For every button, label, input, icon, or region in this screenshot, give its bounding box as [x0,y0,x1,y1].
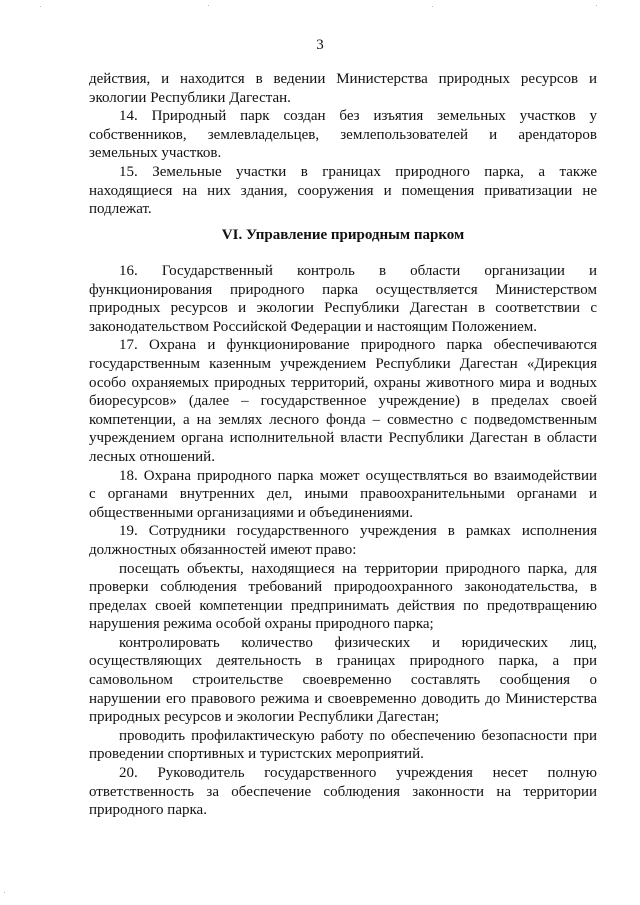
paragraph-16 [89,262,597,336]
text-line: проведении спортивных и туристских мероприятий. [89,746,424,763]
text-line: 20. Руководитель государственного учреждения несет полную [119,765,597,782]
page-number: 3 [316,37,324,53]
text-line: особо охраняемых природных территорий, охраны животного мира и водных [89,374,597,391]
text-line: с органами внутренних дел, иными правоохранительными органами и [89,486,597,503]
paragraph-18 [89,467,597,523]
paragraph-19-item-visit [89,560,597,634]
text-line: 16. Государственный контроль в области организации и [119,263,597,279]
text-line: учреждением органа исполнительной власти Республики Дагестан в области [89,430,597,447]
text-line: земельных участков. [89,145,222,162]
text-line: действия, и находится в ведении Министерства природных ресурсов и [89,71,597,87]
text-line: лесных отношений. [89,448,215,465]
text-line: находящиеся на них здания, сооружения и помещения приватизации не [89,182,597,199]
paragraph-19-item-prevention [89,727,597,764]
text-line: экологии Республики Дагестан. [89,89,291,106]
text-line: пределах своей компетенции предпринимать действия по предотвращению [89,597,597,614]
paragraph-15 [89,163,597,219]
text-line: природных ресурсов и экологии Республики Дагестан в соответствии с [89,300,597,317]
paragraph-14 [89,107,597,163]
text-line: 18. Охрана природного парка может осуществляться во взаимодействии [119,467,597,484]
text-line: компетенции, а на землях лесного фонда – совместно с подведомственным [89,411,597,428]
text-line: природного парка. [89,802,207,819]
body-text-top [89,70,597,219]
text-line: контролировать количество физических и юридических лиц, [119,634,597,651]
text-line: должностных обязанностей имеют право: [89,541,357,558]
text-line: самовольном строительстве своевременно составлять сообщения о [89,672,597,689]
text-line: ответственность за обеспечение соблюдения законности на территории [89,783,597,800]
text-line: 15. Земельные участки в границах природного парка, а также [119,163,597,180]
section-heading-block [89,226,597,245]
body-text-section [89,262,597,820]
text-line: собственников, землевладельцев, землепользователей и арендаторов [89,126,597,143]
text-line: общественными организациями и объединениями. [89,504,413,521]
text-line: 17. Охрана и функционирование природного парка обеспечиваются [119,337,597,354]
text-line: 19. Сотрудники государственного учреждения в рамках исполнения [119,523,597,540]
text-line: осуществляющих деятельность в границах природного парка, а при [89,653,597,670]
scan-speck [596,5,597,6]
paragraph-20 [89,764,597,820]
text-line: нарушения режима особой охраны природного парка; [89,616,434,633]
text-line: 14. Природный парк создан без изъятия земельных участков у [119,108,597,125]
text-line: нарушении его правового режима и своевременно доводить до Министерства [89,690,597,707]
paragraph-19-item-control [89,634,597,727]
section-heading: VI. Управление природным парком [221,227,465,243]
text-line: природных ресурсов и экологии Республики Дагестан; [89,709,440,726]
text-line: законодательством Российской Федерации и настоящим Положением. [89,318,537,335]
paragraph-17 [89,336,597,466]
text-line: функционирования природного парка осуществляется Министерством [89,281,597,298]
paragraph-13-continuation [89,70,597,107]
scan-speck [40,6,41,7]
text-line: государственным казенным учреждением Республики Дагестан «Дирекция [89,355,597,372]
scan-speck [432,6,433,7]
text-line: подлежат. [89,201,152,218]
scan-speck [4,892,5,893]
text-line: проверки соблюдения требований природоохранного законодательства, в [89,579,597,596]
text-line: посещать объекты, находящиеся на территории природного парка, для [119,560,597,577]
scan-speck [208,5,209,6]
text-line: биоресурсов» (далее – государственное учреждение) в пределах своей [89,393,597,410]
text-line: проводить профилактическую работу по обеспечению безопасности при [119,727,597,744]
paragraph-19 [89,522,597,559]
